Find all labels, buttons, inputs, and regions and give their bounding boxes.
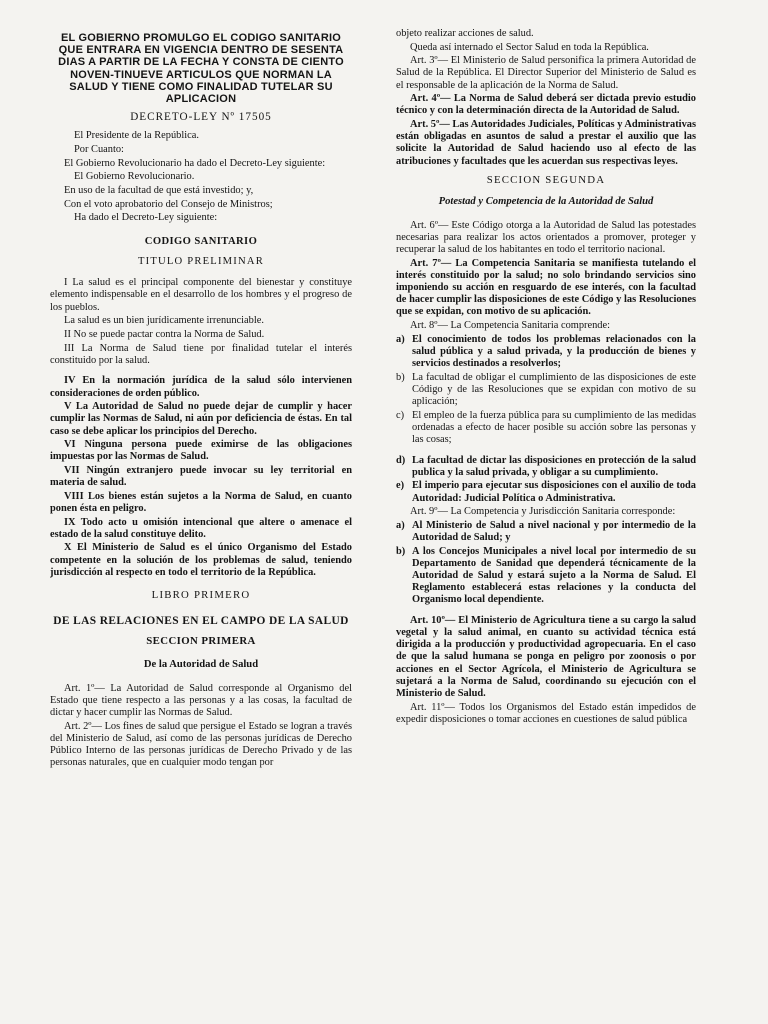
list-label: b): [396, 545, 406, 557]
list-item: [396, 520, 696, 544]
preamble-line: El Gobierno Revolucionario.: [74, 171, 195, 183]
list-item: [396, 410, 696, 446]
articles: [50, 683, 352, 770]
list-item: [396, 334, 696, 370]
article: Art. 3º— El Ministerio de Salud personifica la primera Autoridad de Salud de la República. El Director Superior del Ministerio de Salud es el responsable de la aplicación de la Norma de Salud.: [396, 55, 696, 91]
left-column: [50, 0, 352, 1024]
list-text: El conocimiento de todos los problemas relacionados con la salud pública y a salud privada, y la producción de bienes y servicios destinados a resolverlos;: [412, 333, 696, 369]
list-text: A los Concejos Municipales a nivel local por intermedio de su Departamento de Sanidad que dependerá técnicamente de la Autoridad de Salud y estará sujeto a la Norma de Salud. El Reglamento establecerá estas relaciones y la conducta del Organismo local dependiente.: [412, 545, 696, 606]
preliminary-article: X El Ministerio de Salud es el único Organismo del Estado competente en la solución de los problemas de salud, teniendo jurisdicción al respecto en todo el territorio de la República.: [50, 542, 352, 578]
list-item: [396, 455, 696, 479]
continued-text: Queda así internado el Sector Salud en toda la República.: [410, 41, 649, 53]
preamble-line: Ha dado el Decreto-Ley siguiente:: [74, 212, 218, 224]
continued-text: objeto realizar acciones de salud.: [396, 28, 534, 39]
preliminary-articles: [50, 277, 352, 579]
list-label: a): [396, 519, 405, 531]
list-text: El imperio para ejecutar sus disposiciones con el auxilio de toda Autoridad: Judicial Política o Administrativa.: [412, 480, 696, 504]
article: Art. 10º— El Ministerio de Agricultura tiene a su cargo la salud vegetal y la salud animal, en cuanto su actividad técnica está dirigida a la producción y productividad agropecuaria. En el caso de que la salud humana se ponga en peligro por zoonosis o por acciones en el Sector Agrícola, el Ministerio de Agricultura se sujetará a la Norma de Salud, coordinando su ejecución con el Ministerio de Salud.: [396, 614, 696, 699]
preliminary-article: II No se puede pactar contra la Norma de Salud.: [64, 328, 265, 340]
article: Art. 7º— La Competencia Sanitaria se manifiesta tutelando el interés constituido por la salud; no solo brindando servicios sino imponiendo su acción en resguardo de ese interés, con la facultad de hacer cumplir las disposiciones de este Código y las Resoluciones que se expidan, con motivo de su aplicación.: [396, 257, 696, 318]
section-one-title: SECCION PRIMERA: [146, 634, 256, 647]
preamble-line: En uso de la facultad de que está investido; y,: [64, 184, 254, 196]
preamble-line: Con el voto aprobatorio del Consejo de Ministros;: [64, 198, 273, 210]
list-label: e): [396, 480, 405, 492]
article: Art. 5º— Las Autoridades Judiciales, Políticas y Administrativas están obligadas en asuntos de salud a prestar el auxilio que las solicite la Autoridad de Salud haciendo uso al efecto de las atribuciones y facultades que les acuerdan sus respectivas leyes.: [396, 119, 696, 167]
list-label: a): [396, 333, 405, 345]
preliminary-article: VI Ninguna persona puede eximirse de las obligaciones impuestas por las Normas de Salud.: [50, 439, 352, 463]
code-title: CODIGO SANITARIO: [144, 236, 258, 248]
preliminary-article: VIII Los bienes están sujetos a la Norma de Salud, en cuanto ponen ésta en peligro.: [50, 490, 352, 514]
right-column: [396, 0, 696, 1024]
powers-subtitle: Potestad y Competencia de la Autoridad de Salud: [438, 195, 654, 207]
article-8-list: [396, 334, 696, 505]
book-title: LIBRO PRIMERO: [151, 588, 251, 601]
authority-subtitle: De la Autoridad de Salud: [143, 658, 259, 670]
preamble-line: Por Cuanto:: [74, 143, 124, 155]
preliminary-article: I La salud es el principal componente del bienestar y constituye elemento indispensable en el desarrollo de los hombres y el progreso de los pueblos.: [50, 277, 352, 313]
list-label: b): [396, 371, 405, 383]
preliminary-article: IV En la normación jurídica de la salud sólo intervienen consideraciones de orden público.: [50, 375, 352, 399]
list-item: [396, 372, 696, 408]
section-two-title: SECCION SEGUNDA: [486, 173, 606, 186]
list-item: [396, 546, 696, 607]
list-text: Al Ministerio de Salud a nivel nacional y por intermedio de la Autoridad de Salud; y: [412, 519, 696, 543]
relations-title: DE LAS RELACIONES EN EL CAMPO DE LA SALUD: [53, 614, 349, 627]
headline: EL GOBIERNO PROMULGO EL CODIGO SANITARIO QUE ENTRARA EN VIGENCIA DENTRO DE SESENTA DIAS A PARTIR DE LA FECHA Y CONSTA DE CIENTO NOVEN-TINUEVE ARTICULOS QUE NORMAN LA SALUD Y TIENE COMO FINALIDAD TUTELAR SU APLICACION: [58, 32, 344, 106]
article: Art. 2º— Los fines de salud que persigue el Estado se logran a través del Ministerio de Salud, así como de las personas jurídicas de Derecho Público Interno de las personas jurídicas de Derecho Privado y de las personas naturales, que en cualquier modo tengan por: [50, 720, 352, 769]
list-item: [396, 480, 696, 504]
preamble: [50, 130, 352, 224]
article: Art. 8º— La Competencia Sanitaria comprende:: [410, 319, 610, 331]
preliminary-article: IX Todo acto u omisión intencional que altere o amenace el estado de la salud constituye delito.: [50, 516, 352, 540]
preliminary-article: III La Norma de Salud tiene por finalidad tutelar el interés constituido por la salud.: [50, 342, 352, 366]
list-label: c): [396, 409, 405, 421]
preliminary-article: La salud es un bien jurídicamente irrenunciable.: [64, 315, 264, 327]
article: Art. 9º— La Competencia y Jurisdicción Sanitaria corresponde:: [410, 506, 676, 518]
article: Art. 6º— Este Código otorga a la Autoridad de Salud las potestades necesarias para realizar los actos orientados a promover, proteger y recuperar la salud de los habitantes en todo el territorio nacional.: [396, 219, 696, 256]
article: Art. 4º— La Norma de Salud deberá ser dictada previo estudio técnico y con la determinación directa de la Autoridad de Salud.: [396, 93, 696, 117]
article: Art. 1º— La Autoridad de Salud corresponde al Organismo del Estado que tiene respecto a las personas y a las cosas, la facultad de dictar y hacer cumplir las Normas de Salud.: [50, 682, 352, 719]
preamble-line: El Presidente de la República.: [74, 130, 199, 142]
decree-title: DECRETO-LEY Nº 17505: [130, 111, 272, 124]
list-label: d): [396, 454, 406, 466]
preamble-line: El Gobierno Revolucionario ha dado el Decreto-Ley siguiente:: [64, 157, 326, 169]
article: Art. 11º— Todos los Organismos del Estado están impedidos de expedir disposiciones o tomar acciones en cuestiones de salud pública: [396, 701, 696, 725]
list-text: La facultad de dictar las disposiciones en protección de la salud publica y la salud privada, y obligar a su cumplimiento.: [412, 454, 696, 478]
list-text: El empleo de la fuerza pública para su cumplimiento de las medidas ordenadas a efecto de hacer posible su acción sobre las personas y las cosas;: [412, 409, 696, 445]
list-text: La facultad de obligar el cumplimiento de las disposiciones de este Código y de las Resoluciones que se expidan con motivo de su aplicación;: [412, 371, 696, 407]
article-9-list: [396, 520, 696, 607]
preliminary-article: VII Ningún extranjero puede invocar su ley territorial en materia de salud.: [50, 465, 352, 489]
preliminary-article: V La Autoridad de Salud no puede dejar de cumplir y hacer cumplir las Normas de Salud, ni aún por deficiencia de éstas. En tal caso se debe aplicar los principios del Derecho.: [50, 401, 352, 437]
preliminary-title: TITULO PRELIMINAR: [137, 256, 265, 268]
